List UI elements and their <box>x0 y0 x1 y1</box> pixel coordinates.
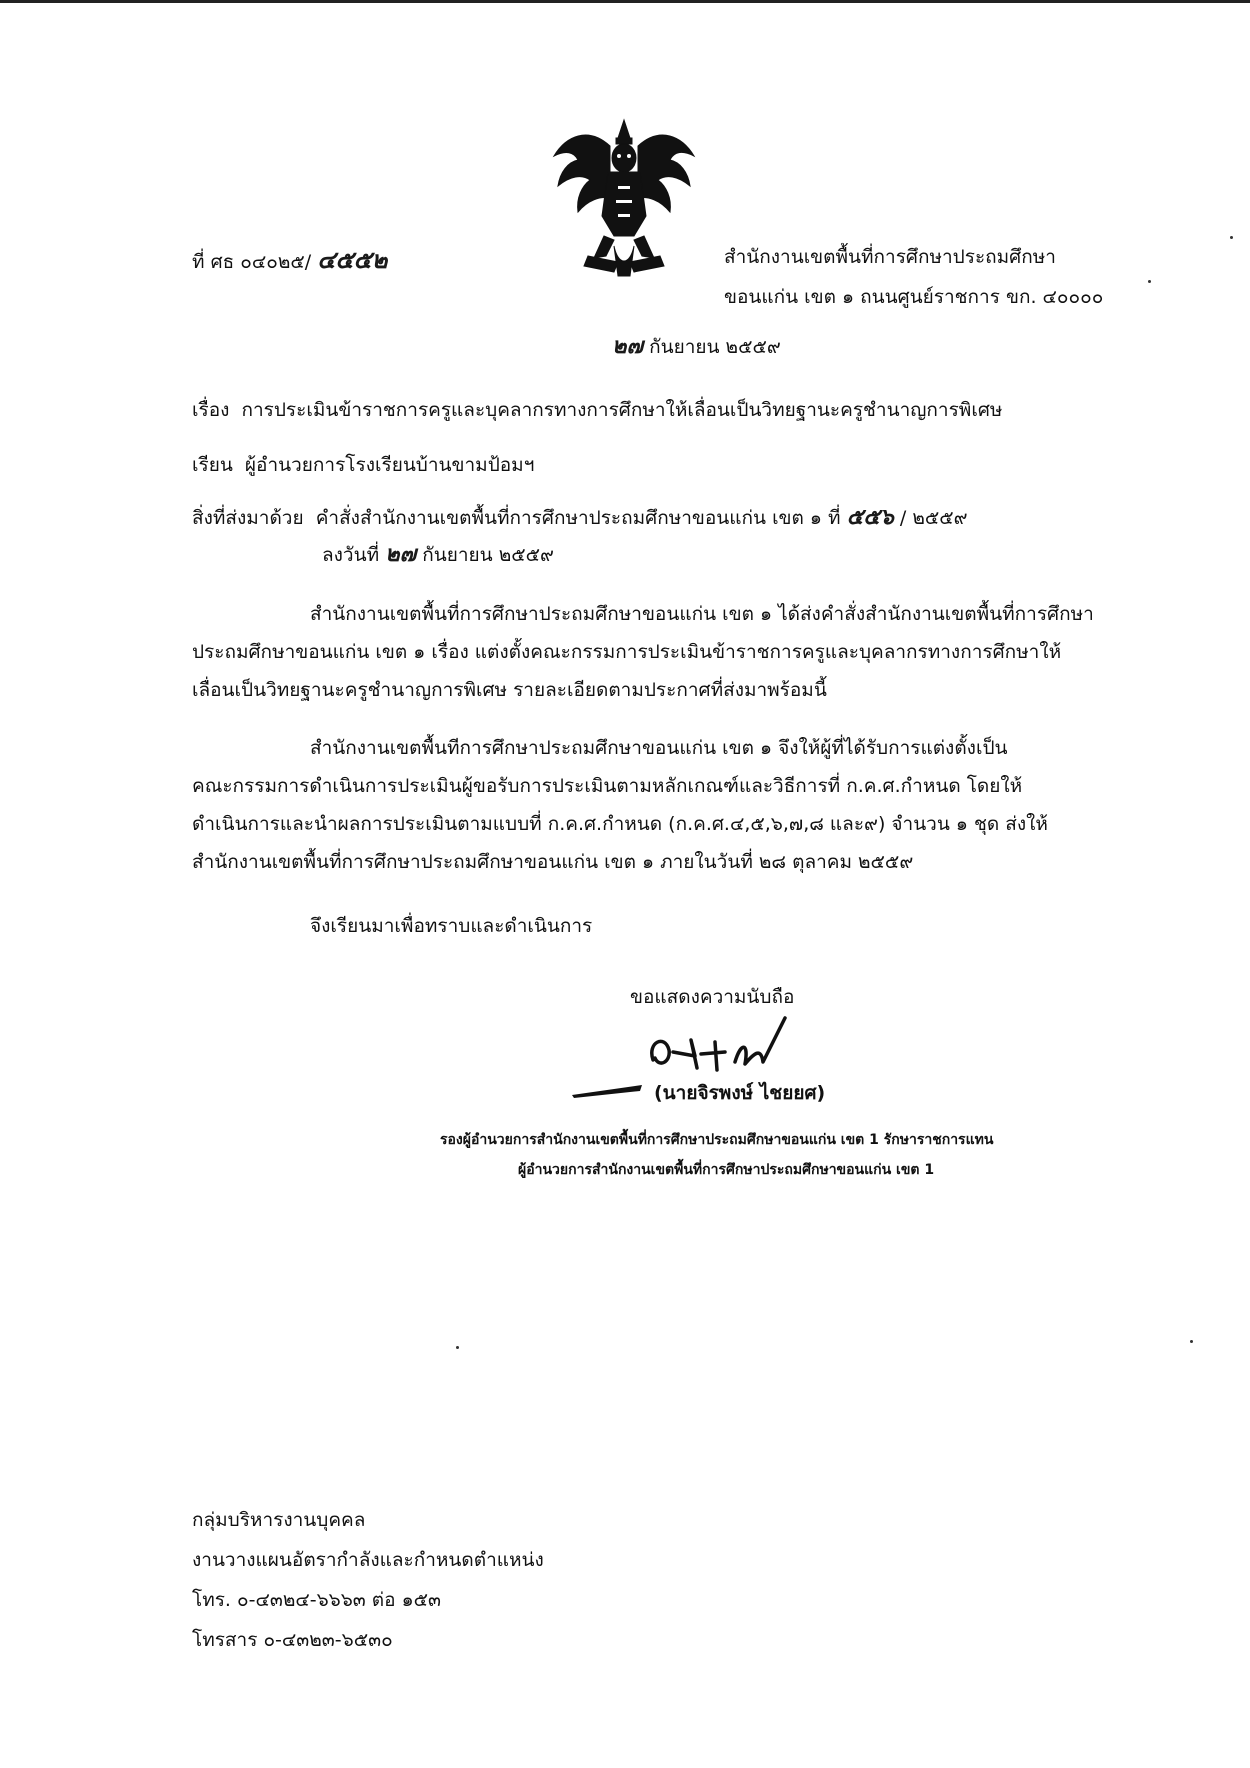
closing-salutation: ขอแสดงความนับถือ <box>630 986 795 1008</box>
scan-top-edge <box>0 0 1250 3</box>
date-day-handwritten: ๒๗ <box>612 333 644 359</box>
office-name: สำนักงานเขตพื้นที่การศึกษาประถมศึกษา <box>724 246 1056 268</box>
scan-speck <box>456 1346 459 1349</box>
signatory-name: (นายจิรพงษ์ ไชยยศ) <box>654 1082 826 1104</box>
footer-fax: โทรสาร ๐-๔๓๒๓-๖๕๓๐ <box>192 1629 393 1651</box>
document-date <box>612 334 781 359</box>
enclosure-order-number: ๕๕๖ <box>846 504 894 530</box>
enclosure-text: คำสั่งสำนักงานเขตพื้นที่การศึกษาประถมศึกษาขอนแก่น เขต ๑ ที่ <box>315 507 841 529</box>
footer-department: กลุ่มบริหารงานบุคคล <box>192 1509 366 1531</box>
enclosure-line-2 <box>322 542 554 567</box>
subject-text: การประเมินข้าราชการครูและบุคลากรทางการศึกษาให้เลื่อนเป็นวิทยฐานะครูชำนาญการพิเศษ <box>241 399 1003 421</box>
recipient-text: ผู้อำนวยการโรงเรียนบ้านขามป้อมฯ <box>244 454 535 476</box>
scan-speck <box>1230 236 1233 239</box>
recipient-line <box>192 453 534 477</box>
scan-speck <box>1190 1340 1193 1343</box>
reference-number <box>192 245 388 274</box>
office-address: ขอนแก่น เขต ๑ ถนนศูนย์ราชการ ขก. ๔๐๐๐๐ <box>724 286 1104 308</box>
paragraph-1-line: เลื่อนเป็นวิทยฐานะครูชำนาญการพิเศษ รายละเอียดตามประกาศที่ส่งมาพร้อมนี้ <box>192 679 827 701</box>
paragraph-2-line: คณะกรรมการดำเนินการประเมินผู้ขอรับการประเมินตามหลักเกณฑ์และวิธีการที่ ก.ค.ศ.กำหนด โดยให้ <box>192 775 1023 797</box>
subject-label: เรื่อง <box>192 399 230 421</box>
paragraph-1-line: สำนักงานเขตพื้นที่การศึกษาประถมศึกษาขอนแก่น เขต ๑ ได้ส่งคำสั่งสำนักงานเขตพื้นที่การศึกษา <box>310 603 1094 625</box>
closing-request: จึงเรียนมาเพื่อทราบและดำเนินการ <box>310 915 593 937</box>
enclosure-line-1 <box>192 505 968 530</box>
signatory-position-2: ผู้อำนวยการสำนักงานเขตพื้นที่การศึกษาประถมศึกษาขอนแก่น เขต 1 <box>518 1162 935 1178</box>
enclosure-label: สิ่งที่ส่งมาด้วย <box>192 507 304 529</box>
paragraph-1-line: ประถมศึกษาขอนแก่น เขต ๑ เรื่อง แต่งตั้งคณะกรรมการประเมินข้าราชการครูและบุคลากรทางการศึกษาให้ <box>192 641 1062 663</box>
reference-handwritten: ๔๕๕๒ <box>317 245 388 274</box>
handwritten-signature <box>645 1012 810 1077</box>
enclosure-day-handwritten: ๒๗ <box>385 541 417 567</box>
subject-line <box>192 398 1002 422</box>
footer-phone: โทร. ๐-๔๓๒๔-๖๖๖๓ ต่อ ๑๕๓ <box>192 1589 442 1611</box>
reference-prefix: ที่ ศธ ๐๔๐๒๕/ <box>192 251 312 273</box>
paragraph-2-line: สำนักงานเขตพื้นที่การศึกษาประถมศึกษาขอนแก่น เขต ๑ ภายในวันที่ ๒๘ ตุลาคม ๒๕๕๙ <box>192 851 914 873</box>
paragraph-2-line: ดำเนินการและนำผลการประเมินตามแบบที่ ก.ค.ศ.กำหนด (ก.ค.ศ.๔,๕,๖,๗,๘ และ๙) จำนวน ๑ ชุด ส่งให้ <box>192 813 1048 835</box>
enclosure-date-rest: กันยายน ๒๕๕๙ <box>422 544 554 566</box>
enclosure-order-year: / ๒๕๕๙ <box>899 507 968 529</box>
scan-speck <box>1148 280 1151 283</box>
enclosure-date-prefix: ลงวันที่ <box>322 544 380 566</box>
paragraph-2-line: สำนักงานเขตพื้นทีการศึกษาประถมศึกษาขอนแก่น เขต ๑ จึงให้ผู้ที่ได้รับการแต่งตั้งเป็น <box>310 737 1008 759</box>
garuda-emblem <box>548 116 700 281</box>
date-month-year: กันยายน ๒๕๕๙ <box>649 336 781 358</box>
recipient-label: เรียน <box>192 454 233 476</box>
signature-stroke <box>570 1083 645 1101</box>
footer-unit: งานวางแผนอัตรากำลังและกำหนดตำแหน่ง <box>192 1549 544 1571</box>
signatory-position-1: รองผู้อำนวยการสำนักงานเขตพื้นที่การศึกษาประถมศึกษาขอนแก่น เขต 1 รักษาราชการแทน <box>440 1132 994 1148</box>
